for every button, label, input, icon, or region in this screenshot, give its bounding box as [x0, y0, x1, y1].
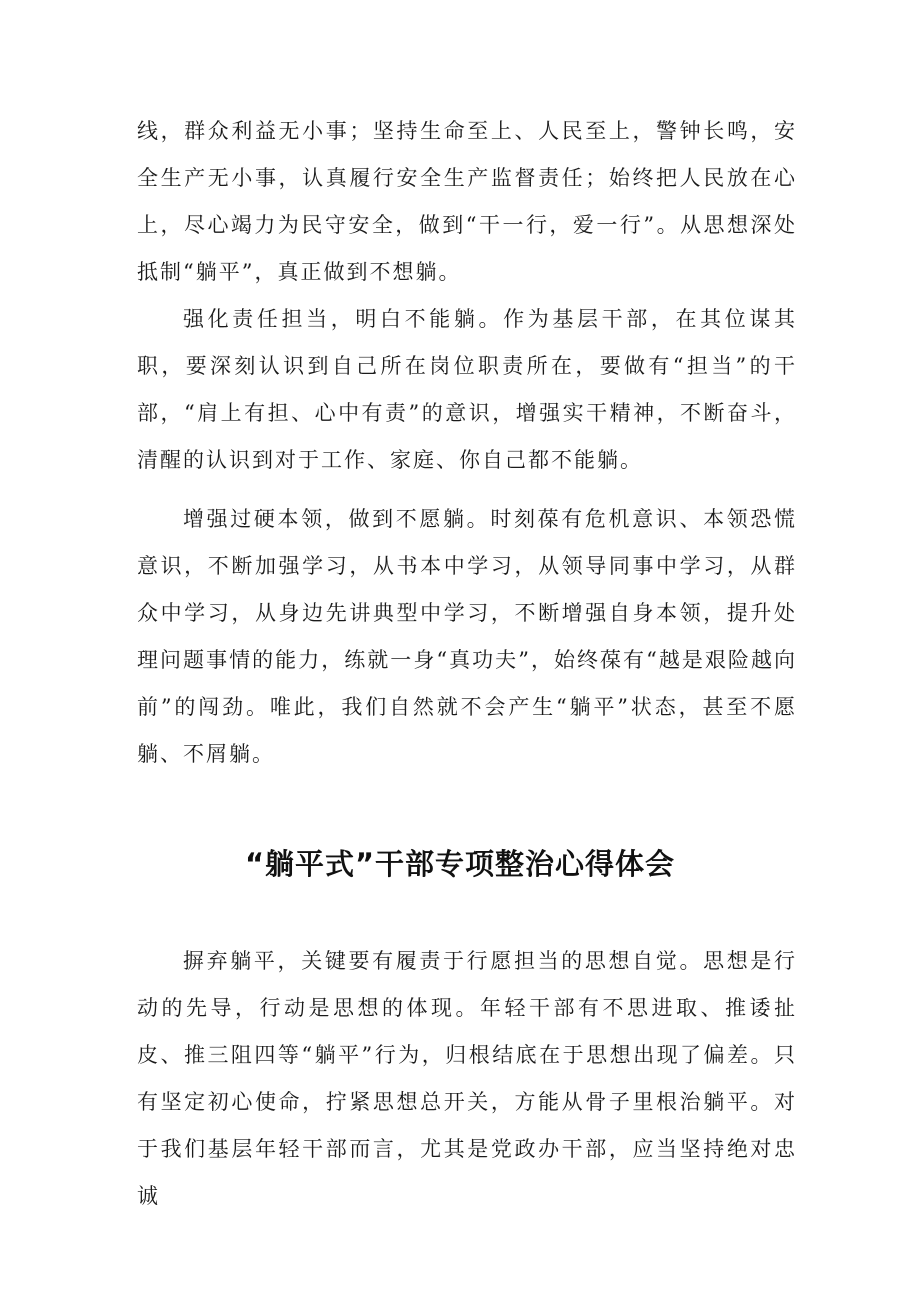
paragraph-abandon-lying-flat: 摒弃躺平，关键要有履责于行愿担当的思想自觉。思想是行动的先导，行动是思想的体现。年轻干部有不思进取、推诿扯皮、推三阻四等“躺平”行为，归根结底在于思想出现了偏差。只有坚定初心使命，拧紧思想总开关，方能从骨子里根治躺平。对于我们基层年轻干部而言，尤其是党政办干部，应当坚持绝对忠诚 [137, 949, 797, 1208]
section-heading: “躺平式”干部专项整治心得体会 [244, 847, 676, 881]
paragraph-responsibility: 强化责任担当，明白不能躺。作为基层干部，在其位谋其职，要深刻认识到自己所在岗位职责所在，要做有“担当”的干部，“肩上有担、心中有责”的意识，增强实干精神，不断奋斗，清醒的认识到对于工作、家庭、你自己都不能躺。 [137, 307, 797, 472]
paragraph-continuation: 线，群众利益无小事；坚持生命至上、人民至上，警钟长鸣，安全生产无小事，认真履行安全生产监督责任；始终把人民放在心上，尽心竭力为民守安全，做到“干一行，爱一行”。从思想深处抵制“躺平”，真正做到不想躺。 [137, 119, 797, 284]
paragraph-skills: 增强过硬本领，做到不愿躺。时刻葆有危机意识、本领恐慌意识，不断加强学习，从书本中学习，从领导同事中学习，从群众中学习，从身边先讲典型中学习，不断增强自身本领，提升处理问题事情的能力，练就一身“真功夫”，始终葆有“越是艰险越向前”的闯劲。唯此，我们自然就不会产生“躺平”状态，甚至不愿躺、不屑躺。 [137, 507, 797, 766]
